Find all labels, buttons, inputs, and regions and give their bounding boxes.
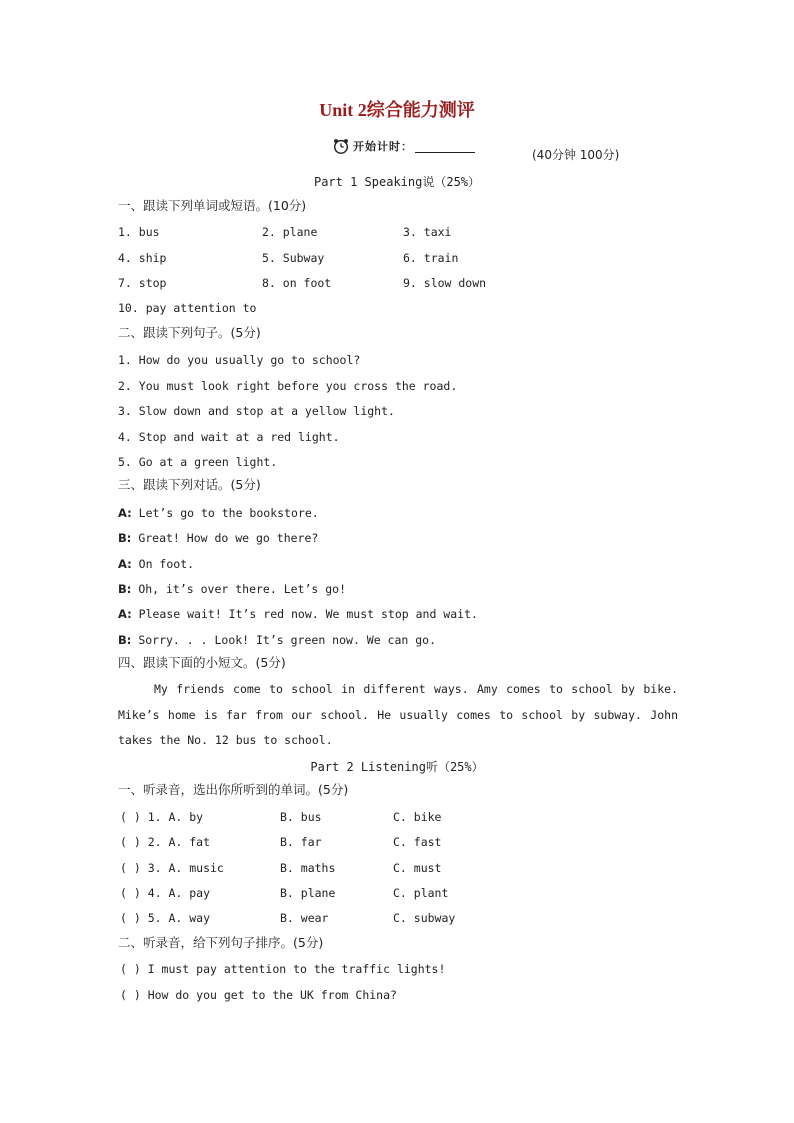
sentence-item: 4. Stop and wait at a red light. [118, 430, 340, 444]
choice-question: ( ) 1. A. by [120, 810, 204, 824]
choice-option: B. bus [280, 810, 322, 824]
dialogue-line [118, 556, 194, 572]
section-heading: 一、听录音，选出你所听到的单词。(5分) [118, 782, 349, 797]
dialogue-text: Sorry. . . Look! It’s green now. We can go. [138, 633, 437, 647]
speaker-label: B: [118, 633, 132, 647]
choice-option: C. subway [393, 911, 456, 925]
part1-title: Part 1 Speaking说（25%） [313, 175, 481, 189]
word-item: 4. ship [118, 251, 167, 265]
choice-question: ( ) 2. A. fat [120, 835, 211, 849]
reading-passage: My friends come to school in different ways. Amy comes to school by bike. Mike’s home is far from our school. He usually comes to school by subway. John takes the No. 12 bus to school. [118, 682, 678, 747]
dialogue-text: On foot. [138, 557, 195, 571]
sentence-item: 5. Go at a green light. [118, 455, 278, 469]
word-item: 7. stop [118, 276, 167, 290]
section-heading: 一、跟读下列单词或短语。(10分) [118, 198, 307, 213]
time-limit: (40分钟 100分) [532, 148, 620, 162]
word-item: 8. on foot [262, 276, 332, 290]
choice-option: C. must [393, 861, 442, 875]
choice-question: ( ) 3. A. music [120, 861, 224, 875]
word-item: 2. plane [262, 225, 318, 239]
sentence-item: 1. How do you usually go to school? [118, 353, 361, 367]
dialogue-line [118, 606, 478, 622]
sentence-item: 3. Slow down and stop at a yellow light. [118, 404, 395, 418]
choice-option: C. plant [393, 886, 449, 900]
word-item: 6. train [403, 251, 459, 265]
dialogue-text: Oh, it’s over there. Let’s go! [138, 582, 347, 596]
section-heading: 三、跟读下列对话。(5分) [118, 477, 261, 492]
choice-option: C. bike [393, 810, 442, 824]
word-item: 5. Subway [262, 251, 325, 265]
choice-option: B. maths [280, 861, 336, 875]
word-item: 10. pay attention to [118, 301, 257, 315]
speaker-label: A: [118, 506, 132, 520]
dialogue-line [118, 530, 318, 546]
alarm-clock-icon [332, 137, 350, 155]
word-item: 1. bus [118, 225, 160, 239]
dialogue-text: Please wait! It’s red now. We must stop and wait. [138, 607, 478, 621]
word-item: 9. slow down [403, 276, 487, 290]
dialogue-line [118, 505, 319, 521]
ordering-item: ( ) I must pay attention to the traffic lights! [120, 962, 446, 976]
speaker-label: B: [118, 582, 132, 596]
sentence-item: 2. You must look right before you cross the road. [118, 379, 458, 393]
speaker-label: A: [118, 557, 132, 571]
section-heading: 二、听录音，给下列句子排序。(5分) [118, 935, 324, 950]
speaker-label: A: [118, 607, 132, 621]
choice-option: B. far [280, 835, 322, 849]
dialogue-line [118, 581, 346, 597]
section-heading: 四、跟读下面的小短文。(5分) [118, 655, 286, 670]
part2-title: Part 2 Listening听（25%） [310, 760, 484, 774]
timer-row [332, 136, 475, 156]
dialogue-text: Let’s go to the bookstore. [138, 506, 319, 520]
choice-question: ( ) 4. A. pay [120, 886, 211, 900]
choice-option: B. plane [280, 886, 336, 900]
section-heading: 二、跟读下列句子。(5分) [118, 325, 261, 340]
ordering-item: ( ) How do you get to the UK from China? [120, 988, 397, 1002]
timer-blank [415, 140, 475, 153]
dialogue-text: Great! How do we go there? [138, 531, 319, 545]
choice-question: ( ) 5. A. way [120, 911, 211, 925]
page-title: Unit 2综合能力测评 [319, 100, 475, 120]
timer-label: 开始计时： [353, 140, 413, 153]
choice-option: B. wear [280, 911, 329, 925]
word-item: 3. taxi [403, 225, 452, 239]
speaker-label: B: [118, 531, 132, 545]
choice-option: C. fast [393, 835, 442, 849]
dialogue-line [118, 632, 436, 648]
